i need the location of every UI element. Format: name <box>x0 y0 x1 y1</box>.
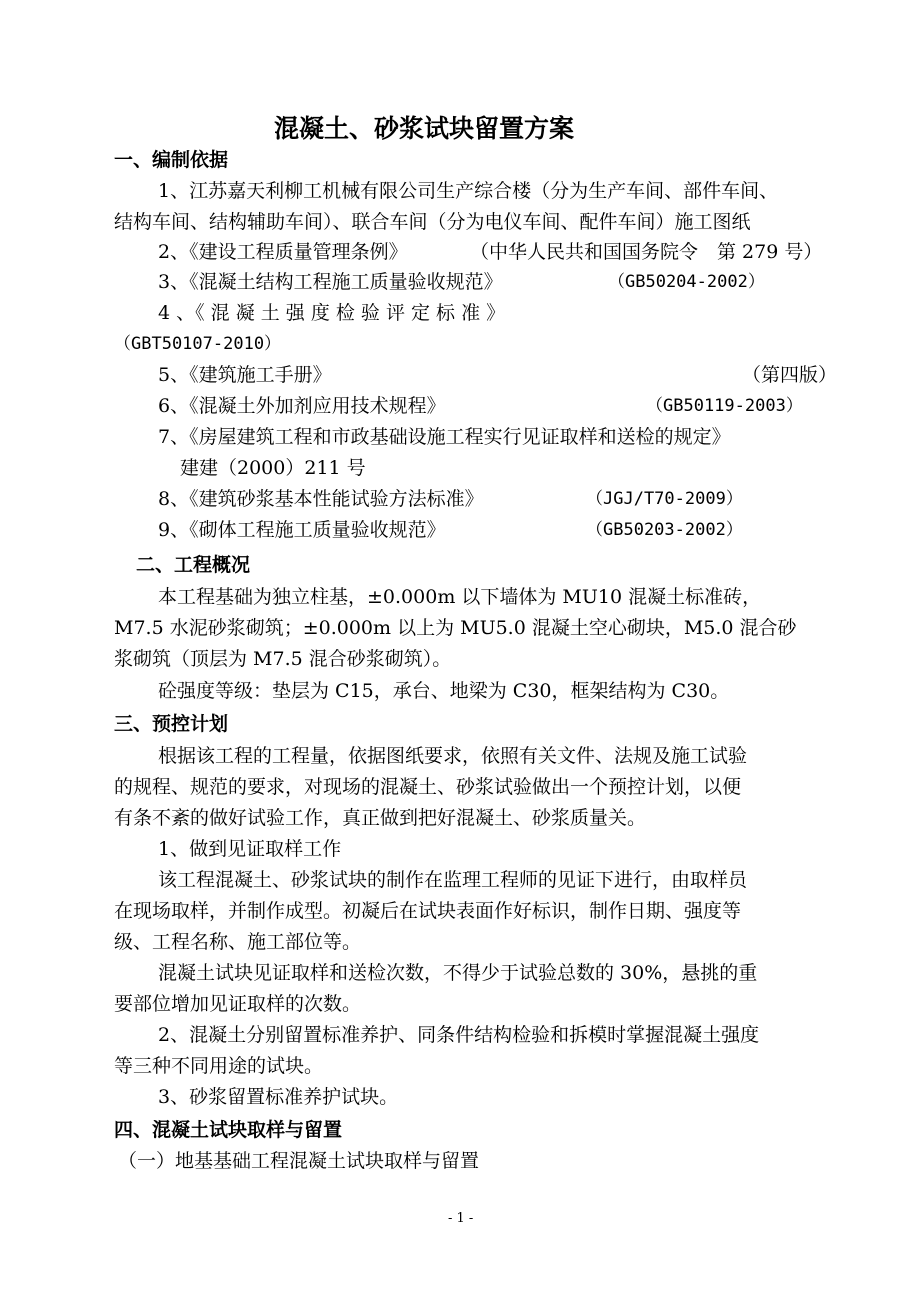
reference-6: 6、《混凝土外加剂应用技术规程》 <box>158 395 446 417</box>
page-title: 混凝土、砂浆试块留置方案 <box>274 114 575 143</box>
section-heading-basis: 一、编制依据 <box>114 149 229 171</box>
reference-9-code: （GB50203-2002） <box>586 520 743 540</box>
plan-item-2-line-1: 2、混凝土分别留置标准养护、同条件结构检验和拆模时掌握混凝土强度 <box>158 1024 760 1046</box>
plan-paragraph-1-line-1: 根据该工程的工程量，依据图纸要求，依照有关文件、法规及施工试验 <box>158 745 748 767</box>
overview-line-3: 浆砌筑（顶层为 M7.5 混合砂浆砌筑）。 <box>114 648 452 670</box>
plan-paragraph-1-line-3: 有条不紊的做好试验工作，真正做到把好混凝土、砂浆质量关。 <box>114 807 647 829</box>
section-heading-plan: 三、预控计划 <box>114 713 229 735</box>
subsection-heading-foundation: （一）地基基础工程混凝土试块取样与留置 <box>118 1150 480 1172</box>
overview-line-2: M7.5 水泥砂浆砌筑；±0.000m 以上为 MU5.0 混凝土空心砌块，M5.0 混合砂 <box>114 617 797 639</box>
reference-3: 3、《混凝土结构工程施工质量验收规范》 <box>158 271 503 293</box>
reference-4-code: （GBT50107-2010） <box>114 334 282 354</box>
reference-3-code: （GB50204-2002） <box>608 272 765 292</box>
reference-6-code: （GB50119-2003） <box>646 396 803 416</box>
plan-item-1: 1、做到见证取样工作 <box>158 838 342 860</box>
plan-paragraph-3-line-2: 要部位增加见证取样的次数。 <box>114 993 362 1015</box>
page-number: - 1 - <box>448 1211 474 1226</box>
reference-8-code: （JGJ/T70-2009） <box>586 489 743 509</box>
plan-paragraph-2-line-1: 该工程混凝土、砂浆试块的制作在监理工程师的见证下进行，由取样员 <box>158 869 748 891</box>
reference-9: 9、《砌体工程施工质量验收规范》 <box>158 519 446 541</box>
plan-item-2-line-2: 等三种不同用途的试块。 <box>114 1055 324 1077</box>
reference-4: 4 、《 混 凝 土 强 度 检 验 评 定 标 准 》 <box>158 302 506 324</box>
plan-item-3: 3、砂浆留置标准养护试块。 <box>158 1086 399 1108</box>
reference-1-line-1: 1、江苏嘉天利柳工机械有限公司生产综合楼（分为生产车间、部件车间、 <box>158 180 779 202</box>
plan-paragraph-1-line-2: 的规程、规范的要求，对现场的混凝土、砂浆试验做出一个预控计划，以便 <box>114 776 742 798</box>
reference-5: 5、《建筑施工手册》 <box>158 364 332 386</box>
plan-paragraph-2-line-2: 在现场取样，并制作成型。初凝后在试块表面作好标识，制作日期、强度等 <box>114 900 742 922</box>
reference-7-line-1: 7、《房屋建筑工程和市政基础设施工程实行见证取样和送检的规定》 <box>158 426 731 448</box>
overview-line-1: 本工程基础为独立柱基，±0.000m 以下墙体为 MU10 混凝土标准砖， <box>158 586 762 608</box>
plan-paragraph-2-line-3: 级、工程名称、施工部位等。 <box>114 931 362 953</box>
reference-8: 8、《建筑砂浆基本性能试验方法标准》 <box>158 488 484 510</box>
reference-2-code: （中华人民共和国国务院令 第 279 号） <box>470 241 823 263</box>
section-heading-concrete-sampling: 四、混凝土试块取样与留置 <box>114 1119 343 1141</box>
section-heading-overview: 二、工程概况 <box>136 554 251 576</box>
overview-line-4: 砼强度等级：垫层为 C15，承台、地梁为 C30，框架结构为 C30。 <box>158 680 730 702</box>
reference-7-line-2: 建建（2000）211 号 <box>180 457 366 479</box>
reference-5-code: （第四版） <box>742 364 838 386</box>
reference-1-line-2: 结构车间、结构辅助车间）、联合车间（分为电仪车间、配件车间）施工图纸 <box>114 211 751 233</box>
plan-paragraph-3-line-1: 混凝土试块见证取样和送检次数，不得少于试验总数的 30%，悬挑的重 <box>158 962 758 984</box>
reference-2: 2、《建设工程质量管理条例》 <box>158 241 408 263</box>
